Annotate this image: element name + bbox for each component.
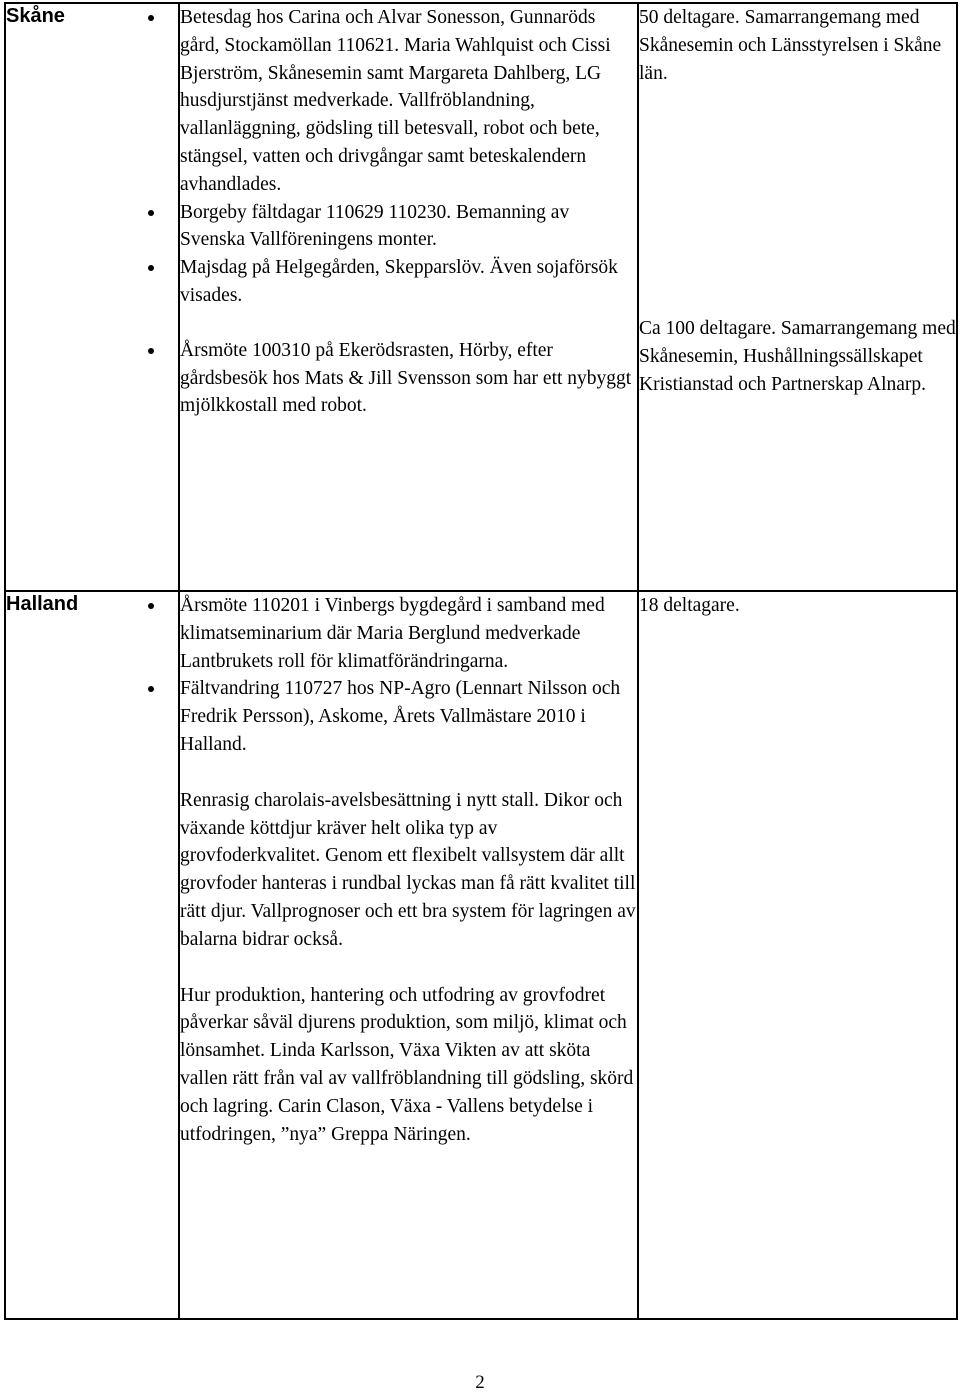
region-cell: Halland — [5, 591, 179, 1319]
activities-cell — [179, 3, 638, 591]
activity-list — [180, 4, 637, 420]
list-item: Årsmöte 110201 i Vinbergs bygdegård i samband med klimatseminarium där Maria Berglund medverkade Lantbrukets roll för klimatförändringarna. — [180, 592, 637, 675]
activity-list — [180, 592, 637, 759]
activity-table — [4, 2, 958, 1320]
notes-cell — [638, 3, 957, 591]
participant-note: 18 deltagare. — [639, 595, 740, 616]
list-item: Majsdag på Helgegården, Skepparslöv. Även sojaförsök visades. — [180, 254, 637, 310]
list-item: Årsmöte 100310 på Ekerödsrasten, Hörby, efter gårdsbesök hos Mats & Jill Svensson som har ett nybyggt mjölkkostall med robot. — [180, 337, 637, 420]
notes-cell — [638, 591, 957, 1319]
list-item: Borgeby fältdagar 110629 110230. Bemanning av Svenska Vallföreningens monter. — [180, 199, 637, 255]
participant-note: 50 deltagare. Samarrangemang med Skånesemin och Länsstyrelsen i Skåne län. — [639, 7, 942, 84]
participant-note: Ca 100 deltagare. Samarrangemang med Skånesemin, Hushållningssällskapet Kristianstad och Partnerskap Alnarp. — [639, 318, 956, 395]
table-row-skane — [5, 3, 957, 591]
page-number: 2 — [475, 1372, 485, 1393]
description-paragraph: Hur produktion, hantering och utfodring av grovfodret påverkar såväl djurens produktion, som miljö, klimat och lönsamhet. Linda Karlsson, Växa Vikten av att sköta vallen rätt från val av vallfröblandning till gödsling, skörd och lagring. Carin Clason, Växa - Vallens betydelse i utfodringen, ”nya” Greppa Näringen. — [180, 984, 634, 1145]
description-paragraph: Renrasig charolais-avelsbesättning i nytt stall. Dikor och växande köttdjur kräver helt olika typ av grovfoderkvalitet. Genom ett flexibelt vallsystem där allt grovfoder hanteras i rundbal lyckas man få rätt kvalitet till rätt djur. Vallprognoser och ett bra system för lagringen av balarna bidrar också. — [180, 789, 636, 950]
list-item: Fältvandring 110727 hos NP-Agro (Lennart Nilsson och Fredrik Persson), Askome, Årets Vallmästare 2010 i Halland. — [180, 675, 637, 758]
list-item: Betesdag hos Carina och Alvar Sonesson, Gunnaröds gård, Stockamöllan 110621. Maria Wahlquist och Cissi Bjerström, Skånesemin samt Margareta Dahlberg, LG husdjurstjänst medverkade. Vallfröblandning, vallanläggning, gödsling till betesvall, robot och bete, stängsel, vatten och drivgångar samt beteskalendern avhandlades. — [180, 4, 637, 199]
activities-cell — [179, 591, 638, 1319]
region-cell: Skåne — [5, 3, 179, 591]
table-row-halland — [5, 591, 957, 1319]
